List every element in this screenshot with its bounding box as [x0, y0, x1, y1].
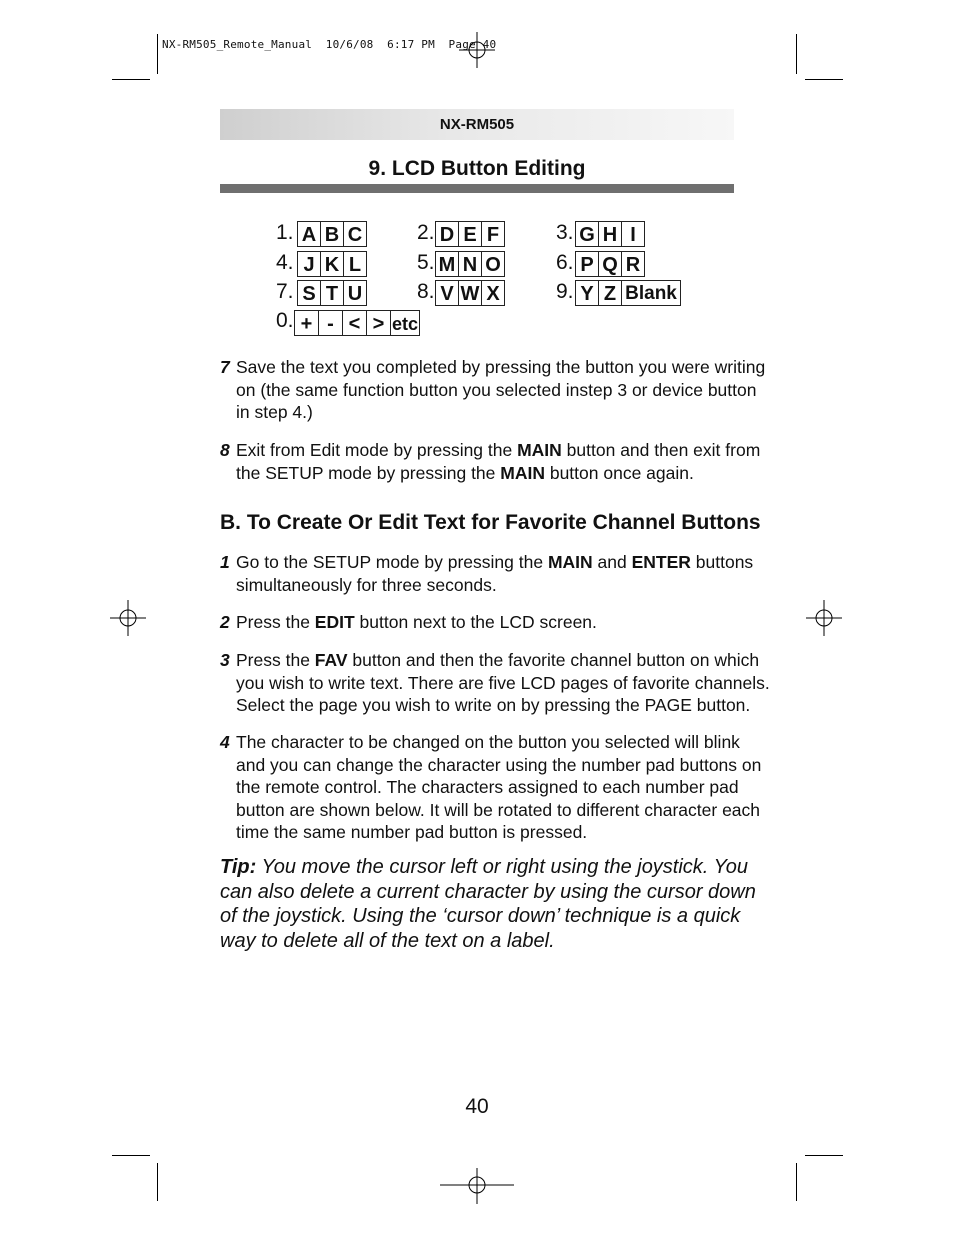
- step-number: 1: [220, 552, 230, 572]
- step-text: button are shown below. It will be rotated to different character each: [236, 799, 761, 820]
- step-number: 2: [220, 612, 230, 632]
- tip-text: way to delete all of the text on a label.: [220, 929, 555, 952]
- tip-text: You move the cursor left or right using the joystick. You: [256, 856, 749, 878]
- fav-button-ref: FAV: [314, 650, 348, 670]
- step-text: in step 4.): [236, 402, 313, 422]
- char-cell: S: [297, 280, 321, 306]
- print-slug: NX-RM505_Remote_Manual 10/6/08 6:17 PM Page 40: [162, 38, 497, 51]
- step-7: [220, 356, 766, 424]
- step-b1: [220, 551, 754, 596]
- subsection-heading: B. To Create Or Edit Text for Favorite Channel Buttons: [220, 511, 761, 534]
- key-number: 6.: [556, 251, 574, 274]
- char-cell: U: [343, 280, 367, 306]
- step-b4: [220, 731, 762, 844]
- registration-mark-icon: [440, 1168, 514, 1204]
- enter-button-ref: ENTER: [631, 552, 691, 572]
- char-cell: V: [435, 280, 459, 306]
- page-number: 40: [465, 1095, 489, 1118]
- char-cell: E: [458, 221, 482, 247]
- registration-mark-icon: [806, 600, 842, 636]
- step-text: the remote control. The characters assigned to each number pad: [236, 777, 739, 797]
- step-text: on (the same function button you selected instep 3 or device button: [236, 379, 757, 400]
- char-cell: +: [294, 310, 319, 336]
- char-cell: B: [320, 221, 344, 247]
- section-title: 9. LCD Button Editing: [368, 157, 586, 180]
- step-text: Go to the SETUP mode by pressing the: [236, 552, 548, 572]
- tip-label: Tip:: [220, 856, 257, 878]
- step-text: and: [592, 552, 632, 572]
- step-number: 8: [220, 440, 230, 460]
- step-text: Press the: [236, 612, 315, 632]
- key-number: 3.: [556, 221, 574, 244]
- char-cell: C: [343, 221, 367, 247]
- main-button-ref: MAIN: [547, 552, 593, 572]
- char-cell: G: [575, 221, 599, 247]
- step-b3: [220, 649, 770, 717]
- key-number: 0.: [276, 309, 294, 332]
- char-cell: L: [343, 251, 367, 277]
- char-cell: J: [297, 251, 321, 277]
- step-8: [220, 439, 761, 484]
- char-cell: H: [598, 221, 622, 247]
- step-text: simultaneously for three seconds.: [236, 574, 497, 595]
- step-text: time the same number pad button is pressed.: [236, 822, 588, 842]
- char-cell: R: [621, 251, 645, 277]
- step-number: 3: [220, 650, 230, 670]
- char-cell: >: [366, 310, 391, 336]
- char-cell: Z: [598, 280, 622, 306]
- main-button-ref: MAIN: [517, 440, 562, 460]
- title-rule: [220, 184, 734, 193]
- char-cell: T: [320, 280, 344, 306]
- char-cell: X: [481, 280, 505, 306]
- step-text: button and then the favorite channel button on which: [347, 650, 760, 670]
- char-cell: O: [481, 251, 505, 277]
- step-text: buttons: [690, 552, 754, 572]
- tip-note: [220, 855, 756, 953]
- char-cell: A: [297, 221, 321, 247]
- char-cell: Q: [598, 251, 622, 277]
- step-b2: [220, 611, 740, 634]
- tip-text: can also delete a current character by using the cursor down: [220, 880, 756, 903]
- step-text: the SETUP mode by pressing the: [236, 462, 501, 483]
- step-text: Press the: [236, 650, 315, 670]
- key-number: 2.: [417, 221, 435, 244]
- step-number: 4: [220, 732, 230, 752]
- model-name: NX-RM505: [439, 116, 515, 133]
- key-number: 9.: [556, 280, 574, 303]
- edit-button-ref: EDIT: [314, 612, 355, 632]
- step-text: button and then exit from: [561, 440, 761, 460]
- key-number: 8.: [417, 280, 435, 303]
- step-text: The character to be changed on the button you selected will blink: [236, 732, 740, 752]
- char-cell: I: [621, 221, 645, 247]
- step-text: Save the text you completed by pressing the button you were writing: [236, 357, 766, 377]
- step-number: 7: [220, 357, 230, 377]
- char-cell: F: [481, 221, 505, 247]
- char-cell: M: [435, 251, 459, 277]
- char-cell: N: [458, 251, 482, 277]
- key-number: 5.: [417, 251, 435, 274]
- step-text: Exit from Edit mode by pressing the: [236, 440, 518, 460]
- registration-mark-icon: [459, 32, 495, 68]
- char-cell: -: [318, 310, 343, 336]
- registration-mark-icon: [110, 600, 146, 636]
- char-cell: etc: [390, 310, 420, 336]
- main-button-ref: MAIN: [500, 462, 545, 483]
- step-text: you wish to write text. There are five LCD pages of favorite channels.: [236, 672, 770, 693]
- char-cell: Y: [575, 280, 599, 306]
- char-cell: W: [458, 280, 482, 306]
- key-number: 4.: [276, 251, 294, 274]
- char-cell: D: [435, 221, 459, 247]
- step-text: Select the page you wish to write on by pressing the PAGE button.: [236, 695, 751, 715]
- char-cell: P: [575, 251, 599, 277]
- char-cell: <: [342, 310, 367, 336]
- step-text: button once again.: [544, 462, 694, 483]
- step-text: and you can change the character using the number pad buttons on: [236, 754, 762, 775]
- tip-text: of the joystick. Using the ‘cursor down’ technique is a quick: [220, 905, 741, 927]
- key-number: 7.: [276, 280, 294, 303]
- step-text: button next to the LCD screen.: [354, 612, 597, 632]
- char-cell: Blank: [621, 280, 681, 306]
- key-number: 1.: [276, 221, 294, 244]
- char-cell: K: [320, 251, 344, 277]
